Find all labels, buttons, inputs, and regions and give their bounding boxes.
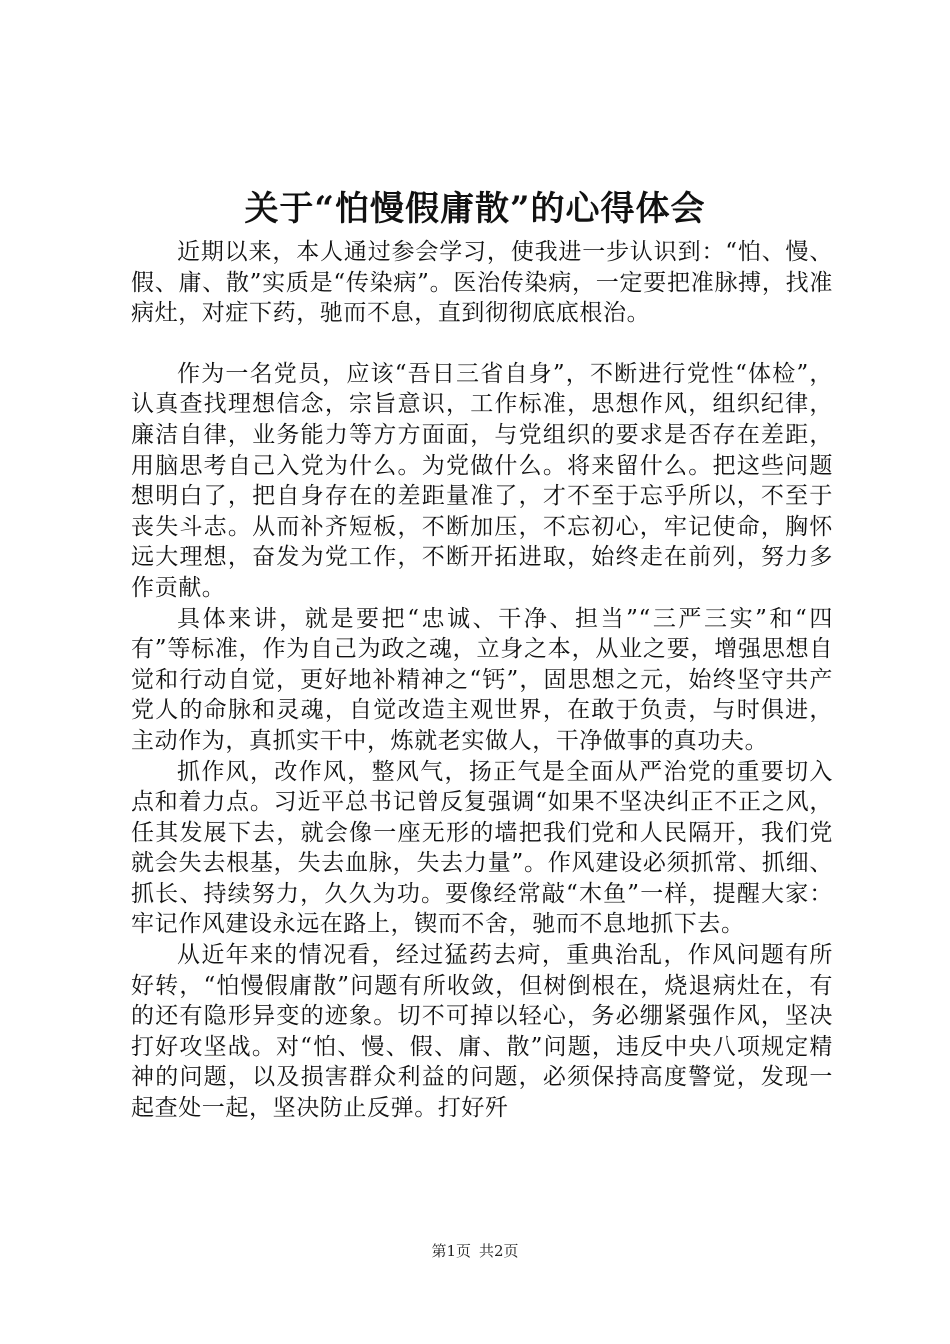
paragraph-work-style: 抓作风，改作风，整风气，扬正气是全面从严治党的重要切入点和着力点。习近平总书记曾反复强调“如果不坚决纠正不正之风，任其发展下去，就会像一座无形的墙把我们党和人民隔开，我们党就会失去根基，失去血脉，失去力量”。作风建设必须抓常、抓细、抓长、持续努力，久久为功。要像经常敲“木鱼”一样，提醒大家：牢记作风建设永远在路上，锲而不舍，驰而不息地抓下去。 [131,758,833,938]
page-number: 第1页 [431,1242,471,1260]
paragraph-specifics: 具体来讲，就是要把“忠诚、干净、担当”“三严三实”和“四有”等标准，作为自己为政之魂，立身之本，从业之要，增强思想自觉和行动自觉，更好地补精神之“钙”，固思想之元，始终坚守共产党人的命脉和灵魂，自觉改造主观世界，在敢于负责，与时俱进，主动作为，真抓实干中，炼就老实做人，干净做事的真功夫。 [131,605,833,754]
page-footer [0,1241,950,1261]
page-total: 共2页 [479,1242,519,1260]
document-body [131,237,833,1124]
document-title: 关于“怕慢假庸散”的心得体会 [244,189,706,229]
paragraph-party-member: 作为一名党员，应该“吾日三省自身”，不断进行党性“体检”，认真查找理想信念，宗旨意识，工作标准，思想作风，组织纪律，廉洁自律，业务能力等方方面面，与党组织的要求是否存在差距，用脑思考自己入党为什么。为党做什么。将来留什么。把这些问题想明白了，把自身存在的差距量准了，才不至于忘乎所以，不至于丧失斗志。从而补齐短板，不断加压，不忘初心，牢记使命，胸怀远大理想，奋发为党工作，不断开拓进取，始终走在前列，努力多作贡献。 [131,360,833,601]
paragraph-recent-situation: 从近年来的情况看，经过猛药去疴，重典治乱，作风问题有所好转，“怕慢假庸散”问题有所收敛，但树倒根在，烧退病灶在，有的还有隐形异变的迹象。切不可掉以轻心，务必绷紧强作风，坚决打好攻坚战。对“怕、慢、假、庸、散”问题，违反中央八项规定精神的问题，以及损害群众利益的问题，必须保持高度警觉，发现一起查处一起，坚决防止反弹。打好歼 [131,942,833,1122]
paragraph-intro: 近期以来，本人通过参会学习，使我进一步认识到：“怕、慢、假、庸、散”实质是“传染病”。医治传染病，一定要把准脉搏，找准病灶，对症下药，驰而不息，直到彻彻底底根治。 [131,239,833,327]
